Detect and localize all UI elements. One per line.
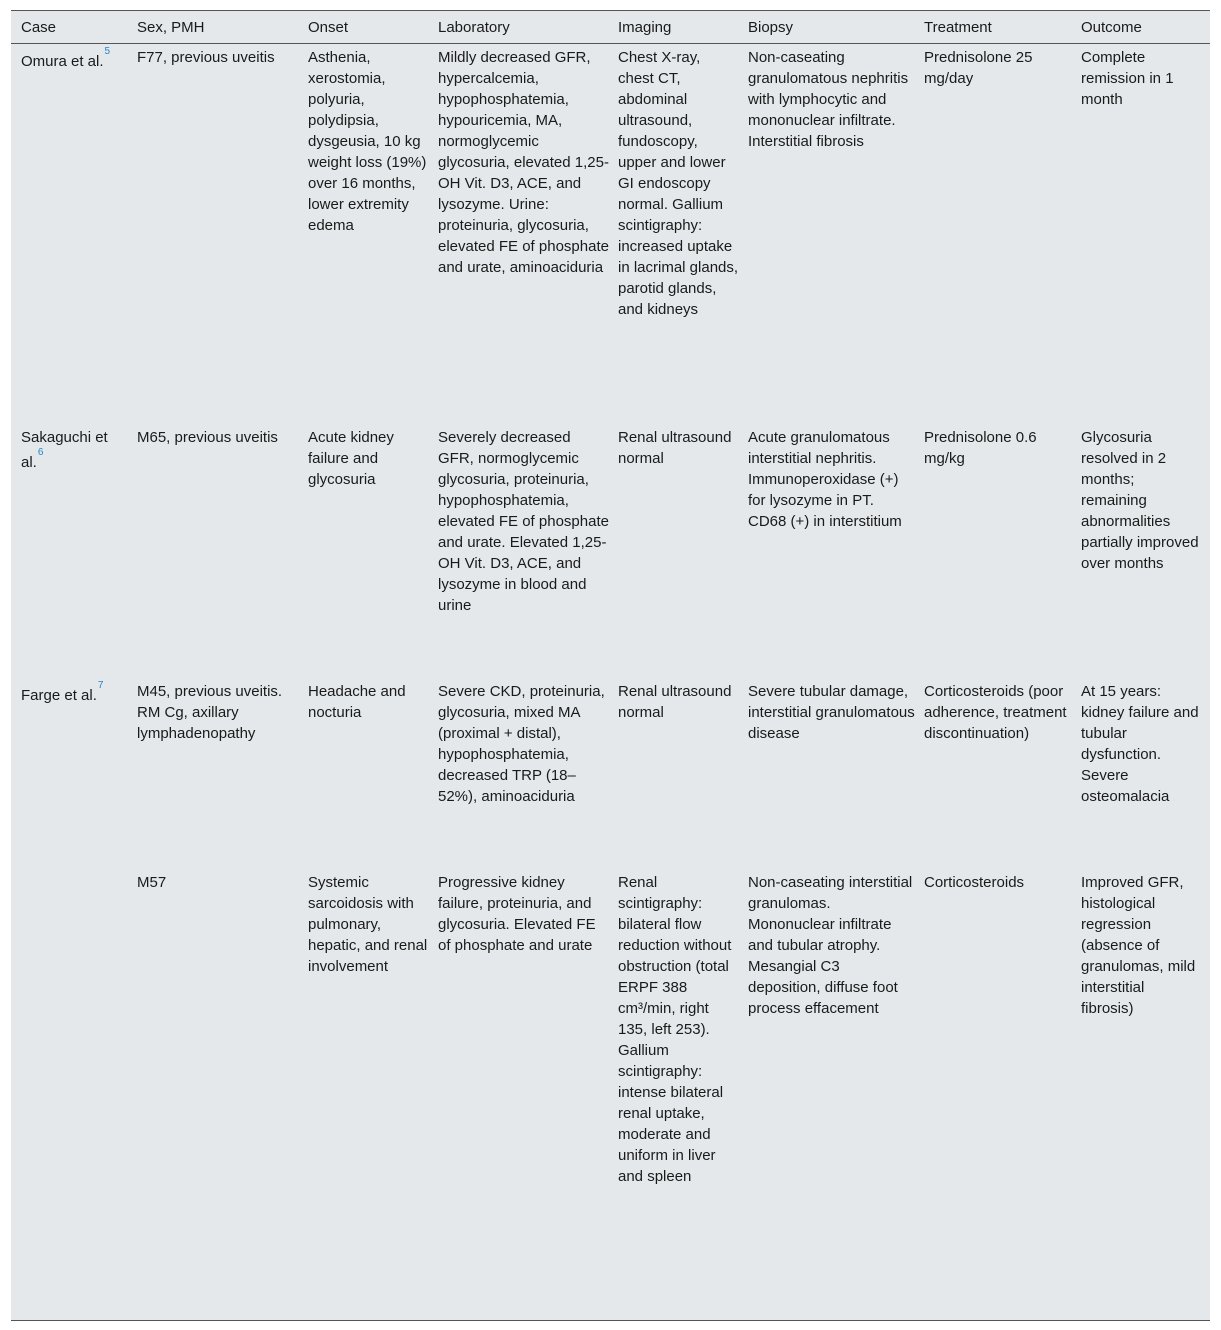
table-cell-laboratory: Severe CKD, proteinuria, glycosuria, mixed MA (proximal + distal), hypophosphatemia, decreased TRP (18–52%), aminoaciduria: [438, 683, 605, 805]
table-cell-biopsy: Non-caseating granulomatous nephritis with lymphocytic and mononuclear infiltrate. Interstitial fibrosis: [748, 49, 909, 150]
reference-link[interactable]: 6: [37, 447, 44, 458]
table-cell-outcome: At 15 years: kidney failure and tubular dysfunction. Severe osteomalacia: [1081, 683, 1199, 805]
table-header-row: [11, 11, 1210, 44]
table-cell-outcome: Glycosuria resolved in 2 months; remaining abnormalities partially improved over months: [1081, 429, 1199, 572]
table-cell-imaging: Renal ultrasound normal: [618, 683, 732, 721]
table-cell-treatment: Corticosteroids: [924, 874, 1025, 891]
table-cell-biopsy: Severe tubular damage, interstitial granulomatous disease: [748, 683, 915, 742]
table-cell-outcome: Complete remission in 1 month: [1081, 49, 1174, 108]
table-cell-onset: Acute kidney failure and glycosuria: [308, 429, 394, 488]
table-cell-outcome: Improved GFR, histological regression (absence of granulomas, mild interstitial fibrosis): [1081, 874, 1196, 1017]
table-cell-imaging: Renal ultrasound normal: [618, 429, 732, 467]
table-cell-laboratory: Severely decreased GFR, normoglycemic glycosuria, proteinuria, hypophosphatemia, elevated FE of phosphate and urate. Elevated 1,25-OH Vit. D3, ACE, and lysozyme in blood and urine: [438, 429, 609, 614]
header-outcome: Outcome: [1081, 19, 1142, 36]
reference-link[interactable]: 7: [97, 680, 104, 691]
table-cell-treatment: Corticosteroids (poor adherence, treatment discontinuation): [924, 683, 1067, 742]
table-cell-sex-pmh: M65, previous uveitis: [137, 429, 278, 446]
header-imaging: Imaging: [618, 19, 672, 36]
table-cell-case: Farge et al.$^7$: [21, 680, 104, 704]
table-cell-laboratory: Mildly decreased GFR, hypercalcemia, hypophosphatemia, hypouricemia, MA, normoglycemic glycosuria, elevated 1,25-OH Vit. D3, ACE, and lysozyme. Urine: proteinuria, glycosuria, elevated FE of phosphate and urate, aminoaciduria: [438, 49, 609, 276]
reference-link[interactable]: 5: [104, 46, 111, 57]
table-cell-imaging: Chest X-ray, chest CT, abdominal ultrasound, fundoscopy, upper and lower GI endoscopy normal. Gallium scintigraphy: increased uptake in lacrimal glands, parotid glands, and kidneys: [618, 49, 739, 318]
header-sex-pmh: Sex, PMH: [137, 19, 205, 36]
table-cell-imaging: Renal scintigraphy: bilateral flow reduction without obstruction (total ERPF 388 cm³/min, right 135, left 253). Gallium scintigraphy: intense bilateral renal uptake, moderate and uniform in liver and spleen: [618, 874, 732, 1185]
table-cell-treatment: Prednisolone 25 mg/day: [924, 49, 1033, 87]
table-cell-biopsy: Non-caseating interstitial granulomas. Mononuclear infiltrate and tubular atrophy. Mesangial C3 deposition, diffuse foot process effacement: [748, 874, 913, 1017]
table-cell-sex-pmh: M45, previous uveitis. RM Cg, axillary lymphadenopathy: [137, 683, 283, 742]
header-biopsy: Biopsy: [748, 19, 794, 36]
header-treatment: Treatment: [924, 19, 992, 36]
table-cell-onset: Asthenia, xerostomia, polyuria, polydipsia, dysgeusia, 10 kg weight loss (19%) over 16 months, lower extremity edema: [308, 49, 427, 234]
header-case: Case: [21, 19, 57, 36]
table-cell-case: Omura et al.$^5$: [21, 46, 111, 70]
table-cell-laboratory: Progressive kidney failure, proteinuria, and glycosuria. Elevated FE of phosphate and urate: [438, 874, 596, 954]
table-cell-case: Sakaguchi et al.$^6$: [21, 429, 108, 471]
table-cell-sex-pmh: F77, previous uveitis: [137, 49, 275, 66]
table-cell-sex-pmh: M57: [137, 874, 167, 891]
table-cell-treatment: Prednisolone 0.6 mg/kg: [924, 429, 1037, 467]
table-cell-onset: Headache and nocturia: [308, 683, 406, 721]
header-laboratory: Laboratory: [438, 19, 510, 36]
table-cell-biopsy: Acute granulomatous interstitial nephritis. Immunoperoxidase (+) for lysozyme in PT. CD68 (+) in interstitium: [748, 429, 902, 530]
header-onset: Onset: [308, 19, 349, 36]
table-cell-onset: Systemic sarcoidosis with pulmonary, hepatic, and renal involvement: [308, 874, 428, 975]
clinical-cases-table: [11, 10, 1210, 1321]
